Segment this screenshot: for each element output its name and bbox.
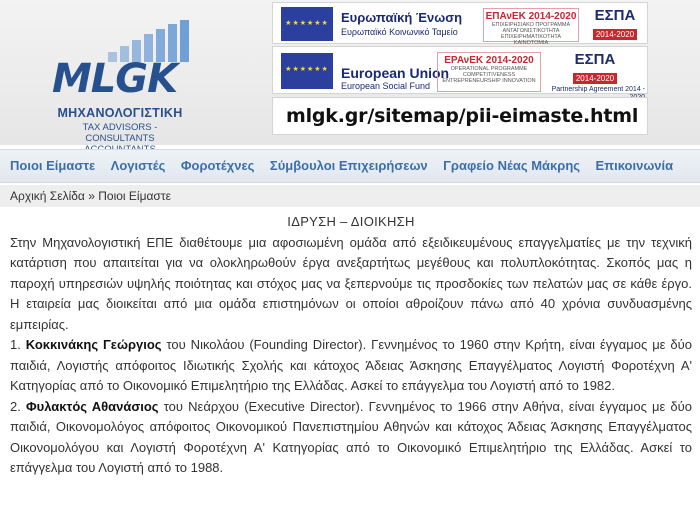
logo-brand: MLGK (52, 56, 178, 102)
eu-title: Ευρωπαϊκή Ένωση (341, 10, 463, 25)
person-number: 1. (10, 337, 21, 352)
main-nav (0, 149, 700, 183)
logo-tagline: TAX ADVISORS - CONSULTANTS (82, 122, 158, 144)
nav-item-business-consultants[interactable]: Σύμβουλοι Επιχειρήσεων (269, 158, 428, 173)
person-name: Κοκκινάκης Γεώργιος (25, 337, 162, 352)
espa-logo: ΕΣΠΑ 2014-2020 (594, 7, 636, 39)
nav-item-who-we-are[interactable]: Ποιοι Είμαστε (10, 158, 96, 173)
company-logo[interactable] (50, 20, 200, 144)
nav-item-contact[interactable]: Επικοινωνία (595, 158, 674, 173)
person-bio: του Νεάρχου (Executive Director). Γεννημένος το 1966 στην Αθήνα, είναι έγγαμος με δύο παιδιά, Οικονομολόγος απόφοιτος Οικονομικού Πανεπιστημίου Αθηνών και κάτοχος Άδειας Άσκησης Επαγγέλματος Οικονομολόγου και Λογιστή Φοροτέχνη Α' Κατηγορίας από το Οικονομικό Επιμελητήριο της Ελλάδας. Ασκεί το επάγγελμα του Λογιστή από το 1988. (10, 398, 692, 475)
eu-flag-icon: ★★★★★★ (281, 7, 333, 41)
breadcrumb (0, 185, 700, 207)
page-heading: ΙΔΡΥΣΗ – ΔΙΟΙΚΗΣΗ (287, 214, 415, 229)
breadcrumb-current: Ποιοι Είμαστε (98, 189, 171, 203)
person-entry (10, 397, 692, 479)
nav-item-nea-makri-office[interactable]: Γραφείο Νέας Μάκρης (443, 158, 581, 173)
epanek-logo: ΕΡΑνΕΚ 2014-2020 OPERATIONAL PROGRAMME COMPETITIVENESS ENTREPRENEURSHIP INNOVATION (437, 52, 541, 92)
logo-company-name: ΜΗΧΑΝΟΛΟΓΙΣΤΙΚΗ (57, 106, 183, 120)
epanek-logo: ΕΠΑνΕΚ 2014-2020 ΕΠΙΧΕΙΡΗΣΙΑΚΟ ΠΡΟΓΡΑΜΜΑ ΑΝΤΑΓΩΝΙΣΤΙΚΟΤΗΤΑ ΕΠΙΧΕΙΡΗΜΑΤΙΚΟΤΗΤΑ ΚΑΙΝΟΤΟΜΙΑ (483, 8, 579, 42)
person-bio: του Νικολάου (Founding Director). Γεννημένος το 1960 στην Κρήτη, είναι έγγαμος με δύο παιδιά, Λογιστής απόφοιτος Ιδιωτικής Σχολής και κάτοχος Άδειας Άσκησης Επαγγέλματος Λογιστή Φοροτέχνη Α' Κατηγορίας από το Οικονομικό Επιμελητήριο της Ελλάδας. Ασκεί το επάγγελμα του Λογιστή από το 1982. (10, 337, 692, 393)
breadcrumb-home-link[interactable]: Αρχική Σελίδα (10, 189, 85, 203)
nav-item-accountants[interactable]: Λογιστές (110, 158, 166, 173)
eu-title: European Union (341, 65, 450, 81)
page-url-label: mlgk.gr/sitemap/pii-eimaste.html (272, 97, 648, 135)
intro-paragraph: Στην Μηχανολογιστική ΕΠΕ διαθέτουμε μια αφοσιωμένη ομάδα από εξειδικευμένους επαγγελματίες με την τεχνική κατάρτιση που απαιτείται για να ολοκληρωθούν έργα ανεξαρτήτως μεγέθους και πολυπλοκότητας. Σκοπός μας η παροχή υπηρεσιών υψηλής ποιότητας και στόχος μας να ξεπερνούμε τις προσδοκίες των πελατών μας σε κάθε έργο. Η εταιρεία μας διοικείται από μια ομάδα επιστημόνων οι οποίοι αθροίζουν πάνω από 40 χρόνια συνδυασμένης εμπειρίας. (10, 234, 692, 332)
nav-item-tax-consultants[interactable]: Φοροτέχνες (180, 158, 255, 173)
person-number: 2. (10, 398, 21, 414)
person-name: Φυλακτός Αθανάσιος (26, 398, 159, 414)
main-content (10, 212, 692, 479)
person-entry (10, 335, 692, 397)
eu-flag-icon: ★★★★★★ (281, 53, 333, 89)
site-header (0, 0, 700, 145)
eu-banner-greek (272, 2, 648, 44)
eu-banner-english (272, 46, 648, 94)
eu-subtitle: Ευρωπαϊκό Κοινωνικό Ταμείο (341, 27, 458, 37)
breadcrumb-separator: » (88, 189, 95, 203)
eu-subtitle: European Social Fund (341, 81, 431, 91)
espa-logo: ΕΣΠΑ 2014-2020 Partnership Agreement 2014 - (551, 51, 645, 93)
